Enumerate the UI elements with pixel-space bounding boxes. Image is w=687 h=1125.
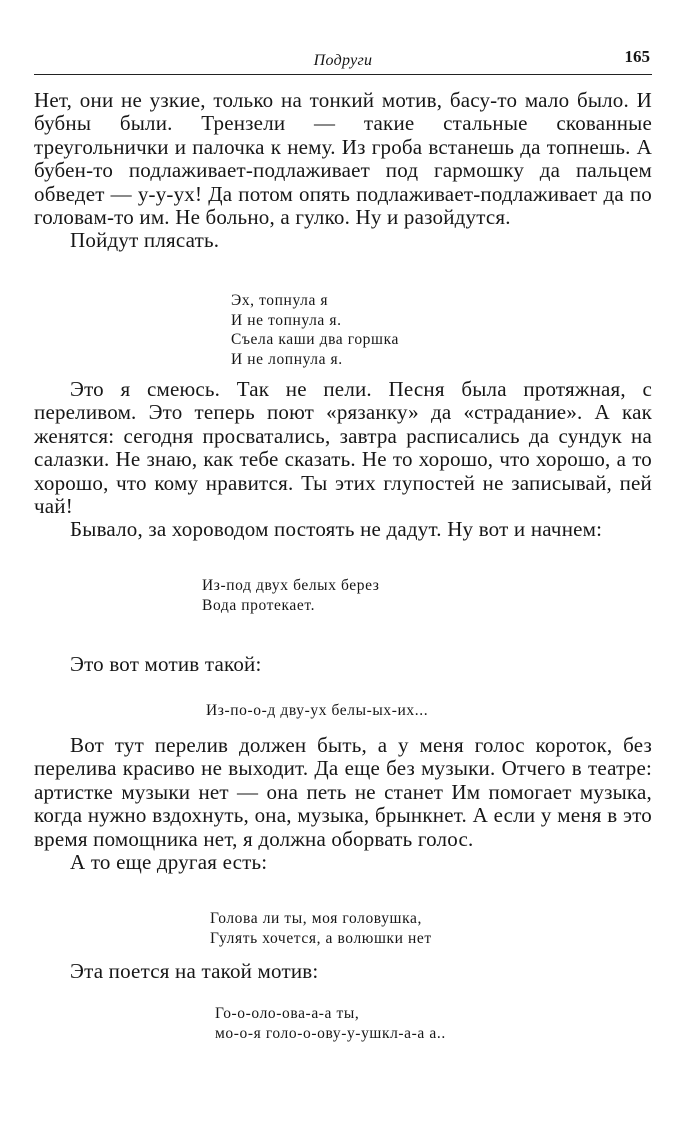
paragraph: Это вот мотив такой:	[70, 652, 262, 676]
paragraph: Пойдут плясать.	[70, 228, 220, 253]
verse-line: Съела каши два горшка	[231, 331, 399, 348]
paragraph-block-5	[34, 960, 652, 983]
verse-line: Гулять хочется, а волюшки нет	[210, 929, 432, 947]
book-page	[34, 0, 652, 1125]
verse-line: И не лопнула я.	[231, 350, 343, 368]
verse-line: Эх, топнула я	[231, 292, 329, 309]
paragraph-block-3	[34, 653, 652, 676]
paragraph: Эта поется на такой мотив:	[70, 959, 319, 983]
paragraph: Бывало, за хороводом постоять не дадут. Ну вот и начнем:	[70, 517, 603, 542]
paragraph-block-4	[34, 734, 652, 874]
page-number: 165	[624, 47, 650, 66]
verse-quote	[206, 701, 428, 721]
running-title: Подруги	[313, 52, 373, 69]
paragraph: А то еще другая есть:	[70, 850, 268, 875]
verse-quote	[210, 909, 432, 948]
verse-line: мо-о-я голо-о-ову-у-ушкл-а-а а..	[215, 1024, 446, 1042]
paragraph-block-1	[34, 89, 652, 253]
paragraph: Это я смеюсь. Так не пели. Песня была протяжная, с переливом. Это теперь поют «рязанку» да «страдание». А как женятся: сегодня просватались, завтра расписались да сундук на салазки. Не знаю, как тебе сказать. Не то хорошо, что хорошо, а то хорошо, что кому нравится. Ты этих глупостей не записывай, пей чай!	[34, 377, 652, 519]
verse-quote	[231, 291, 399, 369]
verse-line: Из-по-о-д дву-ух белы-ых-их...	[206, 702, 429, 719]
paragraph: Вот тут перелив должен быть, а у меня голос короток, без перелива красиво не выходит. Да еще без музыки. Отчего в театре: артистке музыки нет — она петь не станет Им помогает музыка, когда нужно вздохнуть, она, музыка, брынкнет. А если у меня в это время помощника нет, я должна оборвать голос.	[34, 733, 652, 851]
verse-line: Из-под двух белых берез	[202, 577, 380, 594]
verse-line: Голова ли ты, моя головушка,	[210, 910, 422, 927]
paragraph-block-2	[34, 378, 652, 542]
verse-line: И не топнула я.	[231, 311, 342, 329]
verse-quote	[215, 1004, 446, 1043]
running-header	[34, 46, 652, 75]
verse-line: Вода протекает.	[202, 596, 316, 614]
verse-quote	[202, 576, 380, 615]
paragraph: Нет, они не узкие, только на тонкий мотив, басу-то мало было. И бубны были. Трензели — такие стальные скованные треугольнички и палочка к нему. Из гроба встанешь да топнешь. А бубен-то подлаживает-подлаживает под гармошку да пальцем обведет — у-у-ух! Да потом опять подлаживает-подлаживает да по головам-то им. Не больно, а гулко. Ну и разойдутся.	[34, 88, 652, 230]
verse-line: Го-о-оло-ова-а-а ты,	[215, 1005, 360, 1022]
